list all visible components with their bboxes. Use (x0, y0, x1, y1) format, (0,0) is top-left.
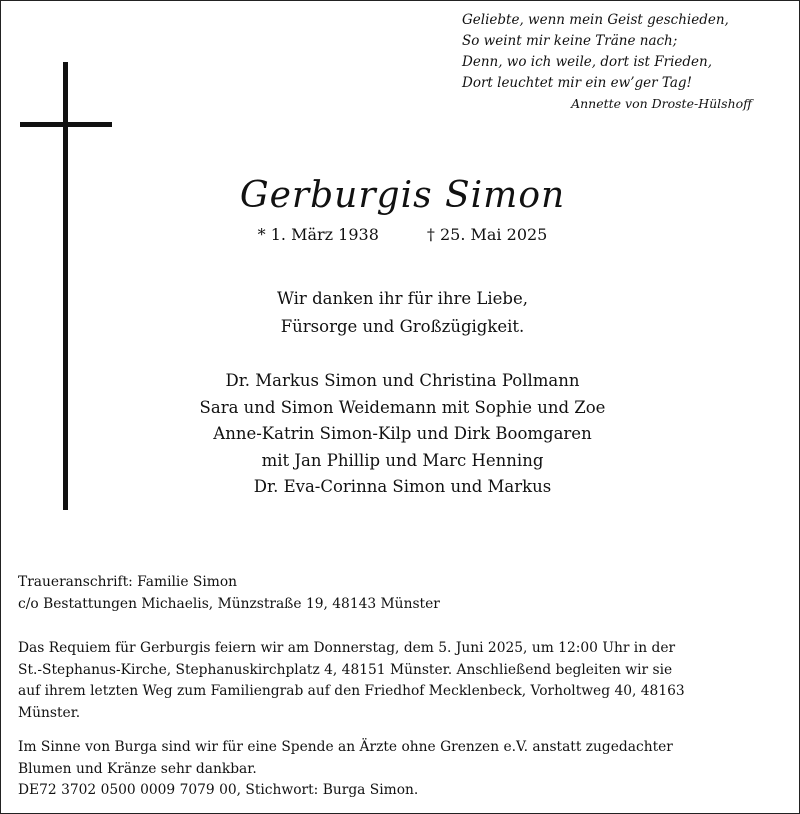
mourners-list (115, 368, 690, 501)
donation-line: DE72 3702 0500 0009 7079 00, Stichwort: Burga Simon. (18, 782, 419, 798)
birth-date: * 1. März 1938 (257, 225, 379, 244)
donation-line: Blumen und Kränze sehr dankbar. (18, 760, 257, 777)
address-line: c/o Bestattungen Michaelis, Münzstraße 19, 48143 Münster (18, 595, 440, 612)
poem-line: Denn, wo ich weile, dort ist Frieden, (462, 54, 713, 70)
poem (462, 10, 792, 114)
mourner-line: Dr. Markus Simon und Christina Pollmann (225, 371, 580, 390)
poem-author: Annette von Droste-Hülshoff (571, 96, 752, 111)
requiem-line: Das Requiem für Gerburgis feiern wir am Donnerstag, dem 5. Juni 2025, um 12:00 Uhr in der (18, 640, 676, 656)
mourner-line: mit Jan Phillip und Marc Henning (261, 450, 544, 470)
poem-line: So weint mir keine Träne nach; (462, 33, 678, 49)
cross-horizontal-bar (20, 122, 112, 127)
mourner-line: Sara und Simon Weidemann mit Sophie und Zoe (199, 397, 606, 417)
mourner-line: Anne-Katrin Simon-Kilp und Dirk Boomgaren (213, 424, 592, 443)
thanks-text (115, 285, 690, 341)
donation-line: Im Sinne von Burga sind wir für eine Spende an Ärzte ohne Grenzen e.V. anstatt zugedachter (18, 739, 673, 755)
requiem-line: St.-Stephanus-Kirche, Stephanuskirchplatz 4, 48151 Münster. Anschließend begleiten wir sie (18, 661, 673, 678)
requiem-info (18, 638, 788, 724)
cross-vertical-bar (63, 62, 68, 510)
mourning-address (18, 572, 788, 615)
poem-line: Dort leuchtet mir ein ew’ger Tag! (462, 75, 692, 91)
deceased-name: Gerburgis Simon (239, 175, 566, 216)
poem-line: Geliebte, wenn mein Geist geschieden, (462, 12, 729, 28)
thanks-line: Fürsorge und Großzügigkeit. (280, 317, 525, 336)
life-dates (115, 222, 690, 248)
cross-icon (20, 62, 112, 510)
requiem-line: auf ihrem letzten Weg zum Familiengrab auf den Friedhof Mecklenbeck, Vorholtweg 40, 48163 (18, 683, 685, 699)
donation-info (18, 737, 788, 802)
death-date: † 25. Mai 2025 (426, 225, 548, 244)
address-line: Traueranschrift: Familie Simon (18, 574, 238, 590)
thanks-line: Wir danken ihr für ihre Liebe, (276, 289, 528, 308)
requiem-line: Münster. (18, 704, 81, 721)
mourner-line: Dr. Eva-Corinna Simon und Markus (253, 477, 552, 496)
